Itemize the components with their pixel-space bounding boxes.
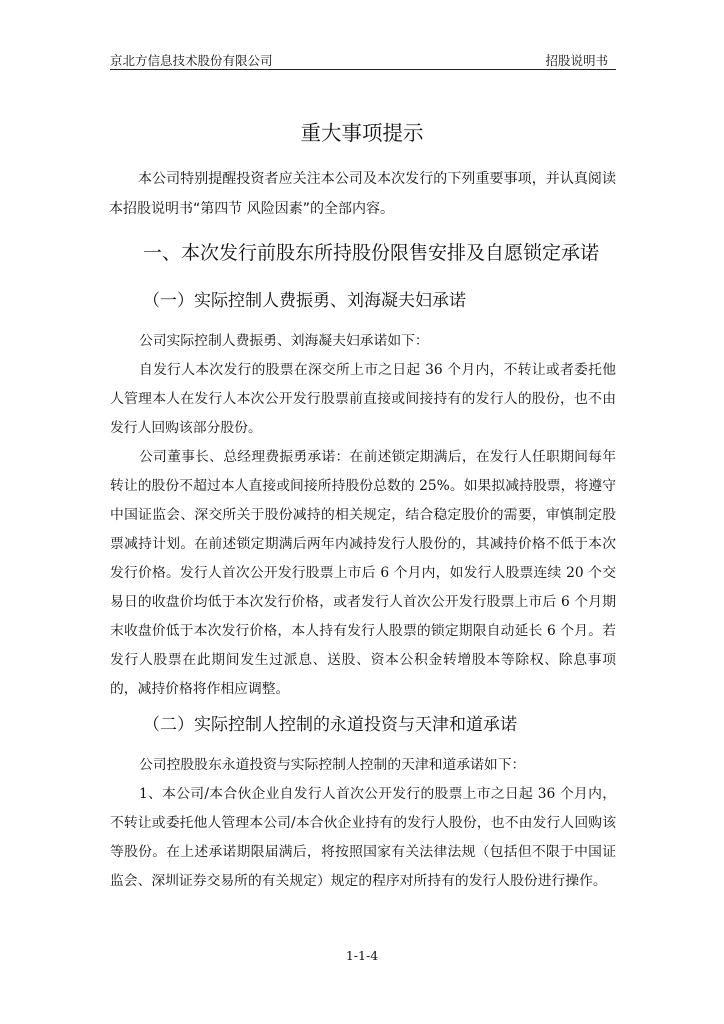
section-heading-1: 一、本次发行前股东所持股份限售安排及自愿锁定承诺 — [143, 242, 600, 264]
header-document-type: 招股说明书 — [545, 53, 608, 68]
header-company-name: 京北方信息技术股份有限公司 — [110, 53, 273, 68]
paragraph: 公司董事长、总经理费振勇承诺：在前述锁定期满后，在发行人任职期间每年转让的股份不超过本人直接或间接所持股份总数的 25%。如果拟减持股票，将遵守中国证监会、深交所关于股份减持的相关规定，结合稳定股价的需要，审慎制定股票减持计划。在前述锁定期满后两年内减持发行人股份的，其减持价格不低于本次发行价格。发行人首次公开发行股票上市后 6 个月内，如发行人股票连续 20 个交易日的收盘价均低于本次发行价格，或者发行人首次公开发行股票上市后 6 个月期末收盘价低于本次发行价格，本人持有发行人股票的锁定期限自动延长 6 个月。若发行人股票在此期间发生过派息、送股、资本公积金转增股本等除权、除息事项的，减持价格将作相应调整。 — [110, 449, 616, 697]
page-title: 重大事项提示 — [300, 121, 424, 145]
paragraph: 公司控股股东永道投资与实际控制人控制的天津和道承诺如下： — [139, 757, 526, 773]
paragraph: 自发行人本次发行的股票在深交所上市之日起 36 个月内，不转让或者委托他人管理本人在发行人本次公开发行股票前直接或间接持有的发行人的股份，也不由发行人回购该部分股份。 — [110, 362, 616, 436]
page-number: 1-1-4 — [345, 948, 379, 963]
page-header — [110, 49, 616, 70]
paragraph: 1、本公司/本合伙企业自发行人首次公开发行的股票上市之日起 36 个月内，不转让或委托他人管理本公司/本合伙企业持有的发行人股份，也不由发行人回购该等股份。在上述承诺期限届满后，将按照国家有关法律法规（包括但不限于中国证监会、深圳证券交易所的有关规定）规定的程序对所持有的发行人股份进行操作。 — [110, 786, 616, 889]
subsection-heading-1: （一）实际控制人费振勇、刘海凝夫妇承诺 — [143, 291, 466, 311]
intro-paragraph: 本公司特别提醒投资者应关注本公司及本次发行的下列重要事项，并认真阅读本招股说明书“第四节 风险因素”的全部内容。 — [109, 171, 616, 217]
subsection-heading-2: （二）实际控制人控制的永道投资与天津和道承诺 — [143, 715, 517, 735]
paragraph: 公司实际控制人费振勇、刘海凝夫妇承诺如下： — [139, 333, 429, 349]
